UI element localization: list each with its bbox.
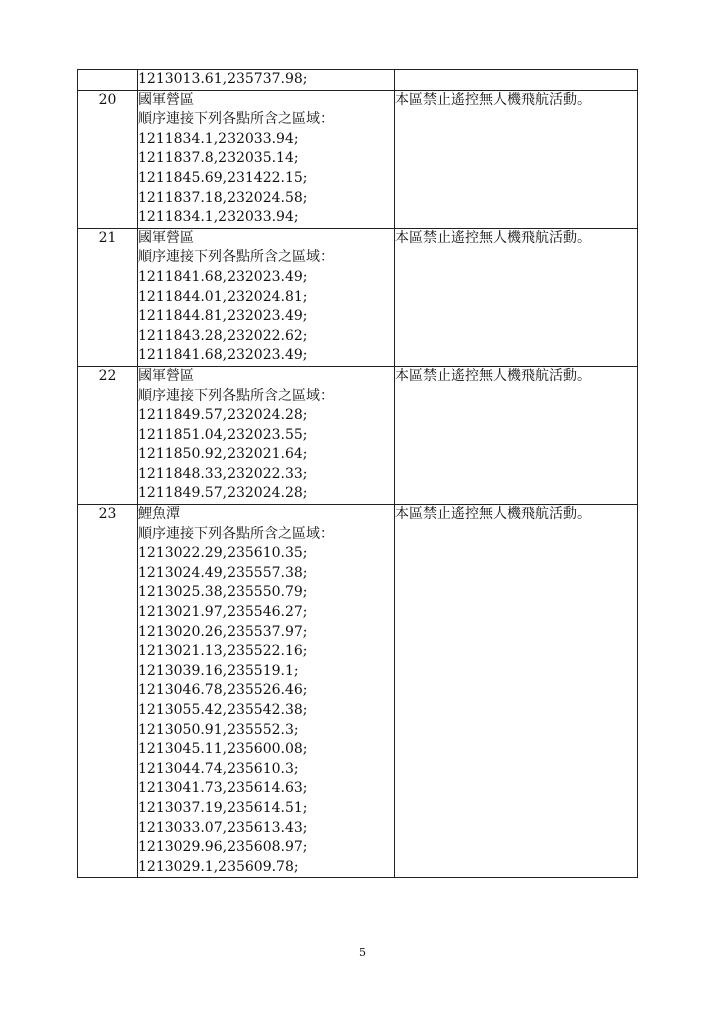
coordinate-line: 1211851.04,232023.55; bbox=[138, 426, 308, 443]
zone-note: 本區禁止遙控無人機飛航活動。 bbox=[395, 91, 591, 108]
zone-area-cell bbox=[138, 366, 395, 504]
coordinate-line: 1213022.29,235610.35; bbox=[138, 545, 308, 562]
zone-note-cell bbox=[395, 505, 638, 878]
coordinate-line: 1213029.96,235608.97; bbox=[138, 839, 308, 856]
coordinate-line: 1213020.26,235537.97; bbox=[138, 623, 308, 640]
coordinate-line: 1213021.97,235546.27; bbox=[138, 604, 308, 621]
coordinate-line: 1213044.74,235610.3; bbox=[138, 760, 299, 777]
zone-name: 國軍營區 bbox=[138, 91, 194, 108]
zone-note: 本區禁止遙控無人機飛航活動。 bbox=[395, 367, 591, 384]
restricted-zone-table bbox=[77, 69, 638, 878]
coordinate-line: 1211844.81,232023.49; bbox=[138, 308, 308, 325]
coordinate-line: 1213050.91,235552.3; bbox=[138, 721, 299, 738]
coordinate-line: 1211849.57,232024.28; bbox=[138, 485, 308, 502]
coordinate-line: 1213039.16,235519.1; bbox=[138, 662, 299, 679]
coordinate-line: 1213055.42,235542.38; bbox=[138, 702, 308, 718]
coordinate-line: 1213046.78,235526.46; bbox=[138, 682, 308, 699]
zone-name: 國軍營區 bbox=[138, 229, 194, 246]
coordinate-line: 1211837.18,232024.58; bbox=[138, 189, 308, 206]
coordinate-line: 1213029.1,235609.78; bbox=[138, 858, 299, 875]
zone-note-cell bbox=[395, 90, 638, 228]
zone-number-cell bbox=[78, 70, 138, 91]
coordinate-line: 1213037.19,235614.51; bbox=[138, 799, 308, 816]
zone-number-cell: 22 bbox=[78, 366, 138, 504]
table-row bbox=[78, 70, 638, 91]
table-row bbox=[78, 90, 638, 228]
zone-instruction: 順序連接下列各點所含之區域： bbox=[138, 387, 334, 404]
coordinate-line: 1213024.49,235557.38; bbox=[138, 564, 308, 581]
coordinate-line: 1211834.1,232033.94; bbox=[138, 130, 299, 147]
zone-note: 本區禁止遙控無人機飛航活動。 bbox=[395, 506, 591, 523]
page-number: 5 bbox=[359, 946, 366, 959]
coordinate-line: 1211843.28,232022.62; bbox=[138, 327, 308, 344]
coordinate-line: 1211849.57,232024.28; bbox=[138, 407, 308, 424]
coordinate-line: 1211837.8,232035.14; bbox=[138, 150, 299, 167]
zone-instruction: 順序連接下列各點所含之區域： bbox=[138, 249, 334, 266]
zone-instruction: 順序連接下列各點所含之區域： bbox=[138, 525, 334, 542]
zone-note-cell bbox=[395, 366, 638, 504]
table-row bbox=[78, 505, 638, 878]
coordinate-line: 1211841.68,232023.49; bbox=[138, 347, 308, 364]
zone-number-cell: 20 bbox=[78, 90, 138, 228]
coordinate-line: 1213013.61,235737.98; bbox=[138, 71, 308, 87]
coordinate-line: 1211848.33,232022.33; bbox=[138, 465, 308, 482]
coordinate-line: 1213041.73,235614.63; bbox=[138, 780, 308, 797]
zone-instruction: 順序連接下列各點所含之區域： bbox=[138, 111, 334, 128]
coordinate-line: 1211834.1,232033.94; bbox=[138, 209, 299, 226]
coordinate-line: 1211844.01,232024.81; bbox=[138, 288, 308, 305]
coordinate-line: 1213045.11,235600.08; bbox=[138, 741, 308, 758]
zone-note: 本區禁止遙控無人機飛航活動。 bbox=[395, 229, 591, 246]
zone-name: 國軍營區 bbox=[138, 367, 194, 384]
zone-area-cell bbox=[138, 70, 395, 91]
zone-area-cell bbox=[138, 90, 395, 228]
coordinate-line: 1213025.38,235550.79; bbox=[138, 584, 308, 601]
zone-number-cell: 21 bbox=[78, 228, 138, 366]
zone-name: 鯉魚潭 bbox=[138, 506, 180, 523]
coordinate-line: 1211850.92,232021.64; bbox=[138, 446, 308, 463]
zone-number-cell: 23 bbox=[78, 505, 138, 878]
zone-area-cell bbox=[138, 228, 395, 366]
table-row bbox=[78, 366, 638, 504]
coordinate-line: 1211841.68,232023.49; bbox=[138, 268, 308, 285]
table-row bbox=[78, 228, 638, 366]
table-body bbox=[78, 70, 638, 878]
zone-note-cell bbox=[395, 228, 638, 366]
coordinate-line: 1213033.07,235613.43; bbox=[138, 819, 308, 836]
zone-note-cell bbox=[395, 70, 638, 91]
coordinate-line: 1213021.13,235522.16; bbox=[138, 643, 308, 660]
coordinate-line: 1211845.69,231422.15; bbox=[138, 169, 308, 186]
zone-area-cell bbox=[138, 505, 395, 878]
